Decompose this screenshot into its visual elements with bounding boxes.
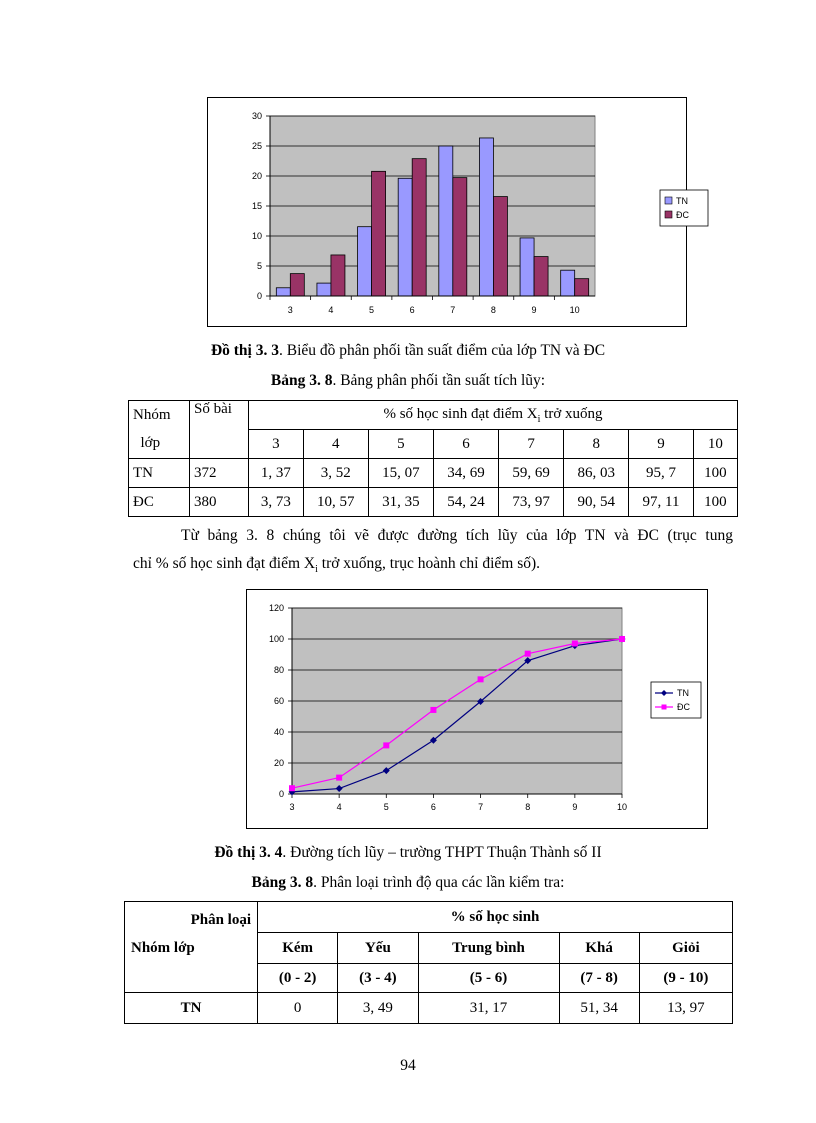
t1-cell: 73, 97 xyxy=(499,488,564,517)
body-paragraph xyxy=(133,522,733,584)
x-tick-label: 5 xyxy=(369,305,375,315)
data-point-đc xyxy=(383,742,389,748)
t2-category-name: Trung bình xyxy=(418,933,559,964)
bar-đc xyxy=(290,274,304,296)
x-tick-label: 9 xyxy=(572,802,578,812)
bar-đc xyxy=(331,255,345,296)
x-tick-label: 3 xyxy=(287,305,293,315)
data-point-đc xyxy=(289,785,295,791)
t2-category-range: (9 - 10) xyxy=(639,964,732,993)
t1-row-count: 372 xyxy=(190,459,249,488)
chart1-caption xyxy=(0,342,816,360)
t1-cell: 97, 11 xyxy=(629,488,693,517)
t1-score-header: 3 xyxy=(249,430,304,459)
t1-cell: 100 xyxy=(693,459,737,488)
bar-đc xyxy=(493,197,507,296)
x-tick-label: 9 xyxy=(531,305,537,315)
bar-tn xyxy=(276,288,290,296)
paragraph-line-2: chỉ % số học sinh đạt điểm $X_i$ trở xuống, trục hoành chỉ điểm số). xyxy=(133,555,541,576)
y-tick-label: 15 xyxy=(251,201,262,211)
t2-cell: 3, 49 xyxy=(338,993,418,1024)
t2-category-name: Kém xyxy=(258,933,338,964)
t2-row xyxy=(125,993,733,1024)
data-point-đc xyxy=(525,651,531,657)
cumulative-line-chart-svg xyxy=(247,590,707,828)
x-tick-label: 6 xyxy=(409,305,415,315)
legend xyxy=(651,682,701,718)
frequency-bar-chart xyxy=(207,97,687,327)
t2-category-name: Yếu xyxy=(338,933,418,964)
legend-label-tn: TN xyxy=(676,196,688,206)
t1-cell: 10, 57 xyxy=(303,488,368,517)
data-point-đc xyxy=(572,640,578,646)
x-tick-label: 10 xyxy=(569,305,580,315)
data-point-đc xyxy=(430,707,436,713)
t1-cell: 3, 73 xyxy=(249,488,304,517)
legend-swatch-tn xyxy=(665,197,672,204)
t1-cell: 15, 07 xyxy=(368,459,433,488)
chart2-caption xyxy=(0,844,816,862)
t1-cell: 1, 37 xyxy=(249,459,304,488)
x-tick-label: 7 xyxy=(478,802,484,812)
legend-label-đc: ĐC xyxy=(676,210,689,220)
bar-đc xyxy=(412,159,426,296)
y-tick-label: 10 xyxy=(251,231,262,241)
y-tick-label: 120 xyxy=(268,603,284,613)
y-tick-label: 100 xyxy=(268,634,284,644)
t1-score-header: 6 xyxy=(433,430,498,459)
table2-title xyxy=(0,874,816,892)
t1-row-group: ĐC xyxy=(129,488,190,517)
t2-cell: 13, 97 xyxy=(639,993,732,1024)
y-tick-label: 20 xyxy=(251,171,262,181)
t2-header-class: Phân loại xyxy=(190,912,251,928)
t1-cell: 34, 69 xyxy=(433,459,498,488)
legend-swatch-đc xyxy=(665,211,672,218)
t1-cell: 95, 7 xyxy=(629,459,693,488)
x-tick-label: 8 xyxy=(525,802,531,812)
table2-title-text: . Phân loại trình độ qua các lần kiểm tra: xyxy=(313,874,565,891)
bar-tn xyxy=(398,178,412,296)
chart1-caption-label: Đồ thị 3. 3 xyxy=(210,342,279,359)
table1-title xyxy=(0,372,816,390)
t2-row-group: TN xyxy=(125,993,258,1024)
y-tick-label: 60 xyxy=(273,696,284,706)
t2-category-range: (7 - 8) xyxy=(559,964,639,993)
level-classification-table xyxy=(124,901,733,1024)
y-tick-label: 30 xyxy=(251,111,262,121)
x-tick-label: 5 xyxy=(383,802,389,812)
t2-category-range: (3 - 4) xyxy=(338,964,418,993)
t1-score-header: 9 xyxy=(629,430,693,459)
y-tick-label: 0 xyxy=(256,291,262,301)
t1-cell: 3, 52 xyxy=(303,459,368,488)
t1-score-header: 8 xyxy=(564,430,629,459)
t1-cell: 90, 54 xyxy=(564,488,629,517)
t1-cell: 31, 35 xyxy=(368,488,433,517)
bar-đc xyxy=(372,171,386,296)
t1-header-percent: % số học sinh đạt điểm $X_i$ trở xuống xyxy=(249,401,738,430)
t2-cell: 31, 17 xyxy=(418,993,559,1024)
t2-header-corner xyxy=(125,902,258,993)
y-tick-label: 0 xyxy=(278,789,284,799)
bar-tn xyxy=(358,227,372,296)
frequency-bar-chart-svg xyxy=(208,98,689,326)
t2-cell: 0 xyxy=(258,993,338,1024)
data-point-đc xyxy=(336,775,342,781)
legend-label-tn: TN xyxy=(677,688,689,698)
bar-tn xyxy=(479,138,493,296)
y-tick-label: 80 xyxy=(273,665,284,675)
page-number: 94 xyxy=(400,1057,416,1074)
t2-header-group: Nhóm lớp xyxy=(131,940,195,956)
t1-header-group: Nhóm lớp xyxy=(129,401,190,459)
t1-header-count: Số bài xyxy=(190,401,249,459)
x-tick-label: 7 xyxy=(450,305,456,315)
x-tick-label: 8 xyxy=(490,305,496,315)
t1-cell: 86, 03 xyxy=(564,459,629,488)
x-tick-label: 6 xyxy=(430,802,436,812)
t2-header-percent: % số học sinh xyxy=(258,902,733,933)
t1-row-group: TN xyxy=(129,459,190,488)
t1-score-header: 7 xyxy=(499,430,564,459)
bar-tn xyxy=(520,238,534,296)
t1-score-header: 4 xyxy=(303,430,368,459)
data-point-đc xyxy=(478,676,484,682)
bar-đc xyxy=(534,257,548,296)
t1-score-header: 5 xyxy=(368,430,433,459)
x-tick-label: 4 xyxy=(328,305,334,315)
table1-title-text: . Bảng phân phối tần suất tích lũy: xyxy=(332,372,546,389)
bar-tn xyxy=(317,283,331,296)
t1-cell: 59, 69 xyxy=(499,459,564,488)
t1-row xyxy=(129,459,738,488)
table2-title-label: Bảng 3. 8 xyxy=(251,874,314,891)
bar-tn xyxy=(561,270,575,296)
t2-category-range: (5 - 6) xyxy=(418,964,559,993)
y-tick-label: 5 xyxy=(256,261,262,271)
bar-đc xyxy=(453,178,467,296)
x-tick-label: 10 xyxy=(616,802,628,812)
t2-category-name: Giỏi xyxy=(639,933,732,964)
t1-cell: 54, 24 xyxy=(433,488,498,517)
legend-label-đc: ĐC xyxy=(677,702,690,712)
t1-row xyxy=(129,488,738,517)
y-tick-label: 25 xyxy=(251,141,262,151)
t1-row-count: 380 xyxy=(190,488,249,517)
cumulative-line-chart xyxy=(246,589,708,829)
t2-category-range: (0 - 2) xyxy=(258,964,338,993)
paragraph-line-1: Từ bảng 3. 8 chúng tôi vẽ được đường tích lũy của lớp TN và ĐC (trục tung xyxy=(181,527,733,544)
table1-title-label: Bảng 3. 8 xyxy=(270,372,333,389)
chart2-caption-text: . Đường tích lũy – trường THPT Thuận Thành số II xyxy=(282,844,602,861)
t2-category-name: Khá xyxy=(559,933,639,964)
x-tick-label: 4 xyxy=(336,802,342,812)
t1-cell: 100 xyxy=(693,488,737,517)
chart2-caption-label: Đồ thị 3. 4 xyxy=(214,844,283,861)
cumulative-frequency-table xyxy=(128,400,738,517)
y-tick-label: 20 xyxy=(273,758,284,768)
bar-tn xyxy=(439,146,453,296)
t2-cell: 51, 34 xyxy=(559,993,639,1024)
legend-marker-đc xyxy=(662,705,667,710)
y-tick-label: 40 xyxy=(273,727,284,737)
data-point-đc xyxy=(619,636,625,642)
t1-score-header: 10 xyxy=(693,430,737,459)
chart1-caption-text: . Biểu đồ phân phối tần suất điểm của lớp TN và ĐC xyxy=(279,342,606,359)
bar-đc xyxy=(575,279,589,296)
x-tick-label: 3 xyxy=(289,802,295,812)
